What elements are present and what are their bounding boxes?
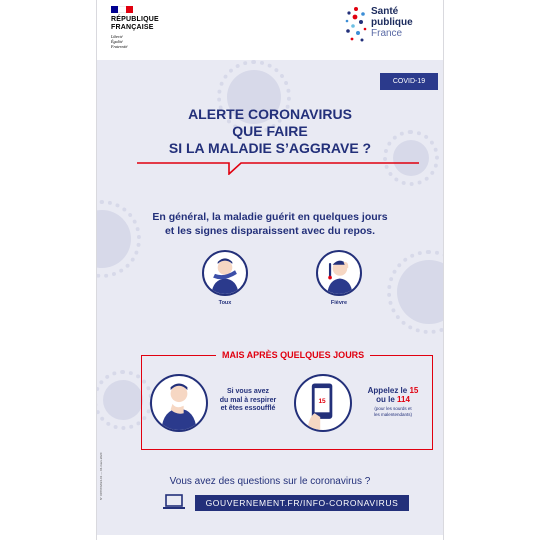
breathing-difficulty-text: Si vous avez du mal à respirer et êtes essoufflé xyxy=(219,388,277,412)
sante-publique-france-logo xyxy=(344,4,439,50)
virus-decoration-icon xyxy=(103,380,143,420)
symptom-label-toux: Toux xyxy=(218,300,232,306)
call-emergency-text: Appelez le 15 ou le 114 (pour les sourds et les malentendants) xyxy=(354,386,432,417)
phone-screen-number: 15 xyxy=(318,398,326,405)
alert-box xyxy=(141,350,433,450)
sante-publique-wordmark: Santé publique France xyxy=(371,6,413,39)
document-reference: N° DPP/CM/24-01 — 04.mars.2020 xyxy=(99,452,103,500)
republique-francaise-logo xyxy=(111,6,191,56)
fever-thermometer-icon xyxy=(316,250,362,296)
poster xyxy=(97,0,443,540)
footer-question: Vous avez des questions sur le coronavirus ? xyxy=(169,476,371,487)
poster-title: ALERTE CORONAVIRUS QUE FAIRE SI LA MALADIE S’AGGRAVE ? xyxy=(168,106,372,156)
info-url-link[interactable]: GOUVERNEMENT.FR/INFO-CORONAVIRUS xyxy=(195,495,409,511)
symptom-label-fievre: Fièvre xyxy=(330,300,348,306)
alert-heading: MAIS APRÈS QUELQUES JOURS xyxy=(216,349,370,361)
republique-motto: Liberté Égalité Fraternité xyxy=(111,34,128,49)
republique-name: RÉPUBLIQUE FRANÇAISE xyxy=(111,16,159,31)
laptop-icon xyxy=(163,494,185,510)
coughing-person-icon xyxy=(202,250,248,296)
sante-publique-dots-icon xyxy=(344,6,368,44)
virus-decoration-icon xyxy=(397,260,443,324)
covid-19-tag: COVID-19 xyxy=(380,73,438,90)
speech-bubble-underline-icon xyxy=(137,161,419,175)
poster-body xyxy=(97,60,443,535)
phone-icon xyxy=(294,374,352,432)
call-note: (pour les sourds et les malentendants) xyxy=(373,406,413,417)
breathless-person-icon xyxy=(150,374,208,432)
french-flag-icon xyxy=(111,6,133,13)
intro-text: En général, la maladie guérit en quelques jours et les signes disparaissent avec du repos. xyxy=(152,211,388,237)
poster-header xyxy=(97,0,443,60)
